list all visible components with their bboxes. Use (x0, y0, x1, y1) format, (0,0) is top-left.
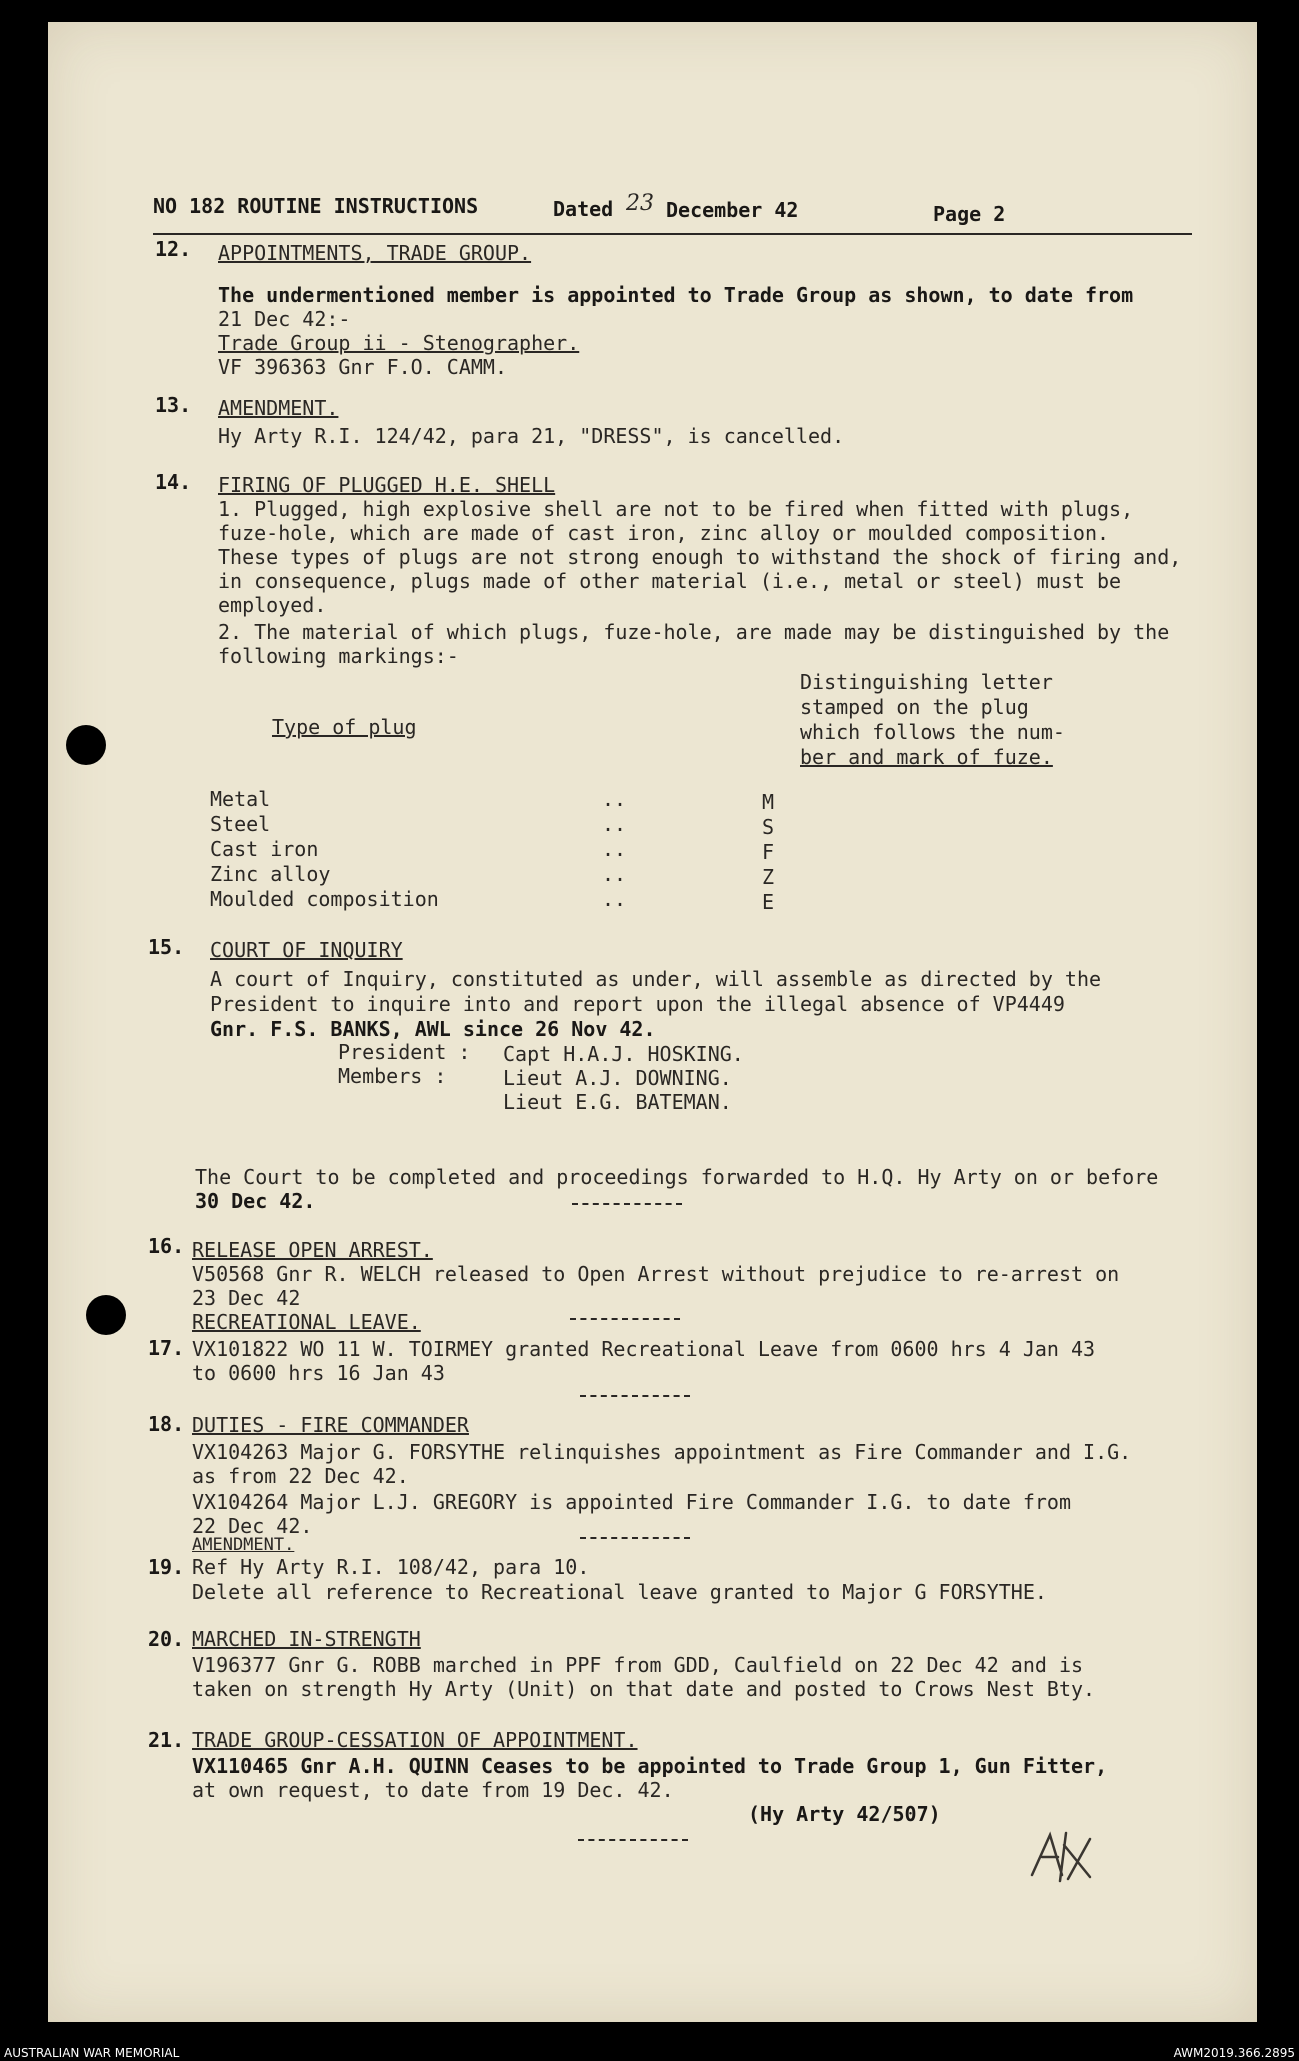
plug-type: Cast iron (210, 837, 319, 861)
section-21-line-1: VX110465 Gnr A.H. QUINN Ceases to be appointed to Trade Group 1, Gun Fitter, (192, 1754, 1108, 1778)
section-18-heading: DUTIES - FIRE COMMANDER (192, 1413, 469, 1437)
separator (572, 1203, 682, 1205)
plug-col-right-1: Distinguishing letter (800, 670, 1053, 694)
section-12-number: 12. (155, 237, 192, 261)
plug-type: Moulded composition (210, 887, 439, 911)
section-15-heading: COURT OF INQUIRY (210, 938, 403, 962)
section-13-line-1: Hy Arty R.I. 124/42, para 21, "DRESS", is cancelled. (218, 424, 845, 448)
section-20-line-1: V196377 Gnr G. ROBB marched in PPF from GDD, Caulfield on 22 Dec 42 and is (192, 1653, 1084, 1677)
section-12-line-1: The undermentioned member is appointed to Trade Group as shown, to date from (218, 283, 1134, 307)
plug-letter: E (762, 890, 775, 914)
section-20-line-2: taken on strength Hy Arty (Unit) on that date and posted to Crows Nest Bty. (192, 1677, 1096, 1701)
section-14-number: 14. (155, 470, 192, 494)
section-16-line-1: V50568 Gnr R. WELCH released to Open Arrest without prejudice to re-arrest on (192, 1262, 1120, 1286)
section-20-heading: MARCHED IN-STRENGTH (192, 1627, 421, 1651)
dated-day: 23 (626, 191, 654, 216)
recreational-leave-heading: RECREATIONAL LEAVE. (192, 1310, 421, 1334)
plug-dots: .. (602, 887, 627, 911)
section-14-line-4: in consequence, plugs made of other material (i.e., metal or steel) must be (218, 569, 1122, 593)
section-21-number: 21. (148, 1728, 185, 1752)
section-12-heading: APPOINTMENTS, TRADE GROUP. (218, 241, 532, 265)
footer-credit: AUSTRALIAN WAR MEMORIAL (4, 2046, 180, 2060)
section-15-line-3: Gnr. F.S. BANKS, AWL since 26 Nov 42. (210, 1017, 656, 1041)
section-14-heading: FIRING OF PLUGGED H.E. SHELL (218, 473, 556, 497)
section-12-line-3: Trade Group ii - Stenographer. (218, 331, 580, 355)
section-12-line-4: VF 396363 Gnr F.O. CAMM. (218, 355, 507, 379)
separator (580, 1395, 690, 1397)
section-14-line-3: These types of plugs are not strong enough to withstand the shock of firing and, (218, 545, 1182, 569)
section-15-line-1: A court of Inquiry, constituted as under, will assemble as directed by the (210, 967, 1102, 991)
president-name: Capt H.A.J. HOSKING. (503, 1042, 744, 1066)
member-1: Lieut A.J. DOWNING. (503, 1066, 732, 1090)
plug-col-right-4: ber and mark of fuze. (800, 745, 1053, 769)
section-14-line-5: employed. (218, 593, 327, 617)
section-14-line-1: 1. Plugged, high explosive shell are not to be fired when fitted with plugs, (218, 497, 1134, 521)
dated-label: Dated (553, 197, 614, 221)
section-15-line-5: 30 Dec 42. (195, 1189, 316, 1213)
amendment-heading: AMENDMENT. (192, 1535, 295, 1555)
section-19-line-2: Delete all reference to Recreational leave granted to Major G FORSYTHE. (192, 1580, 1047, 1604)
president-label: President : (338, 1040, 471, 1064)
section-17-number: 17. (148, 1336, 185, 1360)
plug-letter: M (762, 790, 775, 814)
section-19-number: 19. (148, 1555, 185, 1579)
section-15-number: 15. (148, 935, 185, 959)
header-rule (153, 233, 1192, 235)
plug-col-right-2: stamped on the plug (800, 695, 1029, 719)
plug-dots: .. (602, 787, 627, 811)
section-18-line-1: VX104263 Major G. FORSYTHE relinquishes appointment as Fire Commander and I.G. (192, 1440, 1132, 1464)
section-17-line-2: to 0600 hrs 16 Jan 43 (192, 1361, 445, 1385)
member-2: Lieut E.G. BATEMAN. (503, 1090, 732, 1114)
section-14-line-2: fuze-hole, which are made of cast iron, zinc alloy or moulded composition. (218, 521, 1110, 545)
section-16-number: 16. (148, 1234, 185, 1258)
plug-letter: Z (762, 865, 775, 889)
page-number: Page 2 (933, 202, 1006, 226)
plug-dots: .. (602, 862, 627, 886)
footer-accession: AWM2019.366.2895 (1173, 2046, 1295, 2060)
section-15-line-4: The Court to be completed and proceedings forwarded to H.Q. Hy Arty on or before (195, 1165, 1159, 1189)
section-13-number: 13. (155, 393, 192, 417)
plug-col-left: Type of plug (272, 715, 417, 739)
plug-dots: .. (602, 812, 627, 836)
document-title: NO 182 ROUTINE INSTRUCTIONS (153, 194, 479, 218)
section-14-line-6: 2. The material of which plugs, fuze-hole, are made may be distinguished by the (218, 620, 1170, 644)
separator (570, 1318, 680, 1320)
plug-type: Steel (210, 812, 271, 836)
section-15-line-2: President to inquire into and report upon the illegal absence of VP4449 (210, 992, 1065, 1016)
plug-type: Zinc alloy (210, 862, 331, 886)
section-16-heading: RELEASE OPEN ARREST. (192, 1238, 433, 1262)
handwritten-initials-icon (1020, 1815, 1100, 1895)
section-19-line-1: Ref Hy Arty R.I. 108/42, para 10. (192, 1555, 590, 1579)
plug-letter: F (762, 840, 775, 864)
members-label: Members : (338, 1064, 447, 1088)
section-12-line-2: 21 Dec 42:- (218, 307, 351, 331)
section-18-line-4: 22 Dec 42. (192, 1514, 313, 1538)
section-13-heading: AMENDMENT. (218, 396, 339, 420)
dated-month: December 42 (666, 198, 799, 222)
section-20-number: 20. (148, 1627, 185, 1651)
plug-type: Metal (210, 787, 271, 811)
section-18-line-2: as from 22 Dec 42. (192, 1464, 409, 1488)
plug-letter: S (762, 815, 775, 839)
section-18-number: 18. (148, 1412, 185, 1436)
separator (578, 1839, 688, 1841)
plug-col-right-3: which follows the num- (800, 720, 1065, 744)
section-17-line-1: VX101822 WO 11 W. TOIRMEY granted Recreational Leave from 0600 hrs 4 Jan 43 (192, 1337, 1096, 1361)
section-21-line-2: at own request, to date from 19 Dec. 42. (192, 1778, 674, 1802)
section-18-line-3: VX104264 Major L.J. GREGORY is appointed Fire Commander I.G. to date from (192, 1490, 1071, 1514)
plug-dots: .. (602, 837, 627, 861)
separator (580, 1537, 690, 1539)
section-21-heading: TRADE GROUP-CESSATION OF APPOINTMENT. (192, 1728, 638, 1752)
section-14-line-7: following markings:- (218, 644, 459, 668)
file-reference: (Hy Arty 42/507) (748, 1802, 941, 1826)
punch-hole-top (66, 725, 106, 765)
section-16-line-2: 23 Dec 42 (192, 1286, 301, 1310)
punch-hole-bottom (86, 1295, 126, 1335)
